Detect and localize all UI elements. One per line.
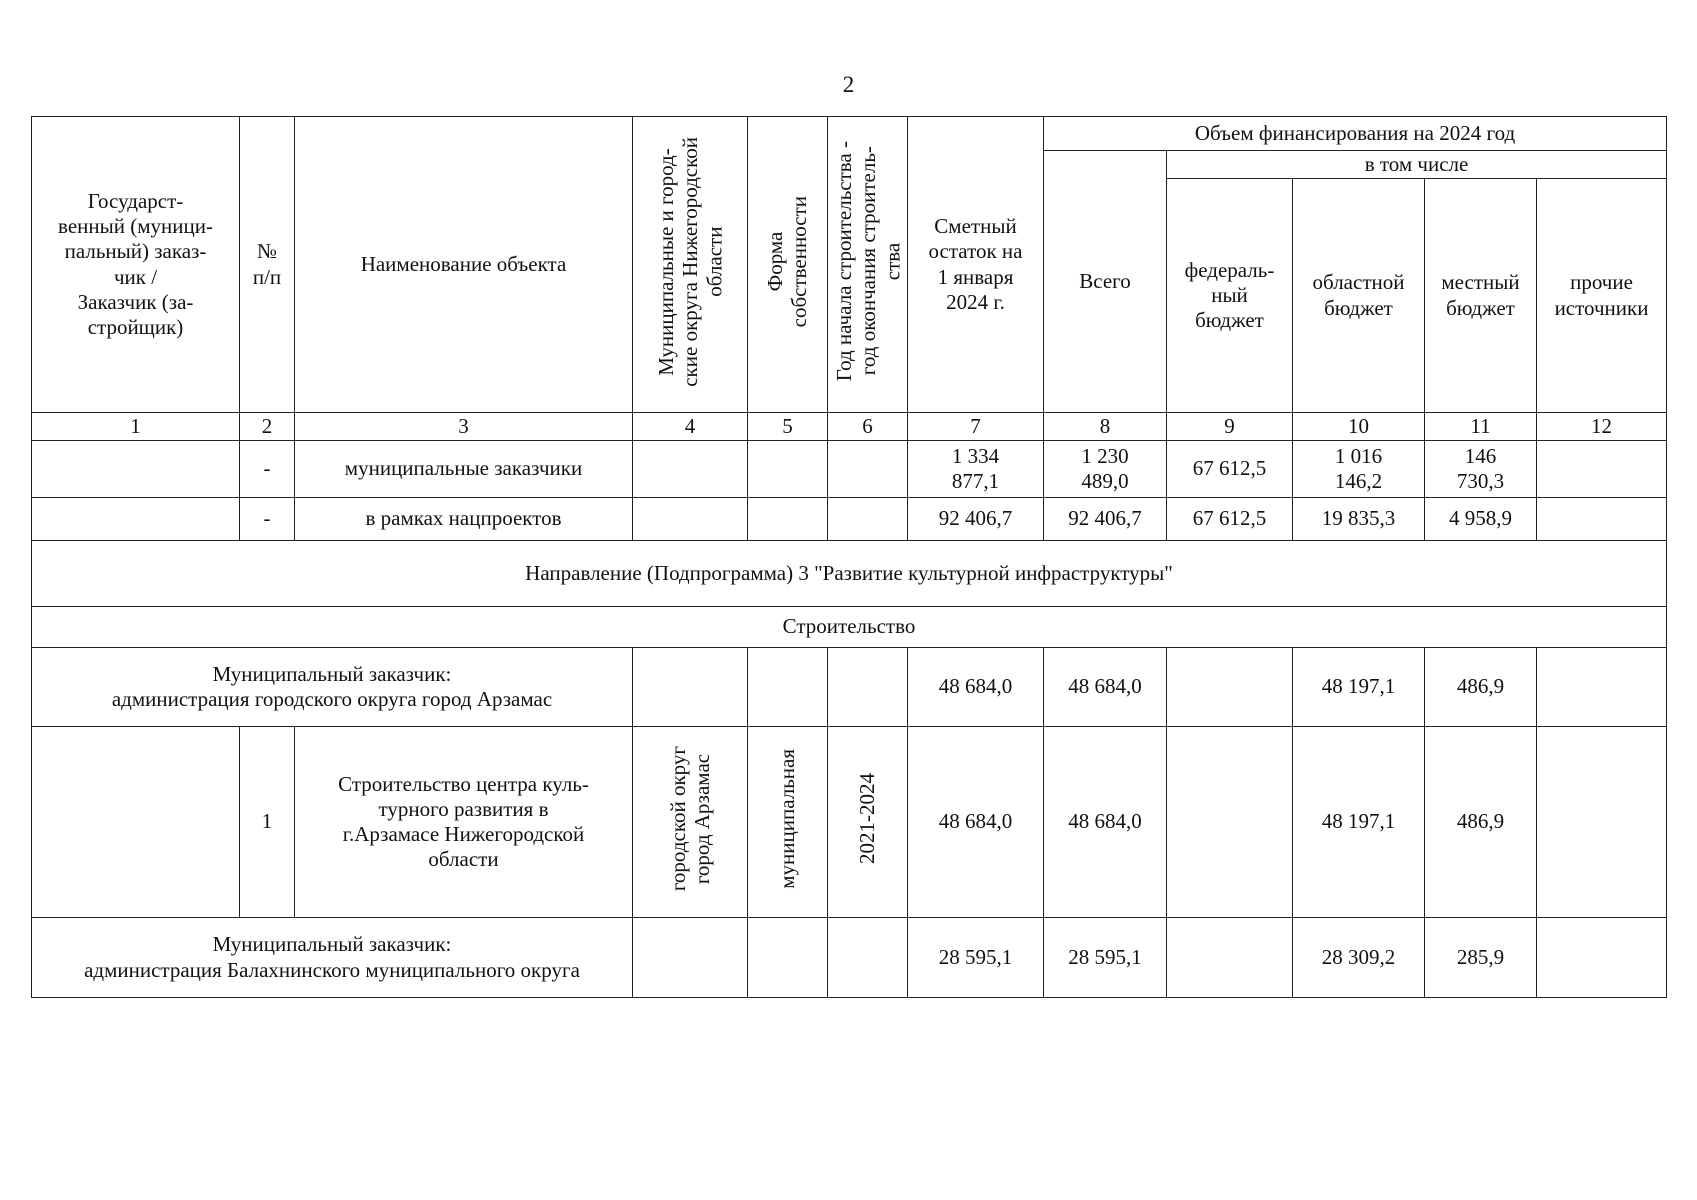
object-total: 48 684,0 <box>1044 727 1167 918</box>
customer-total: 28 595,1 <box>1044 918 1167 998</box>
column-number: 9 <box>1167 413 1293 441</box>
object-federal <box>1167 727 1293 918</box>
customer-total: 48 684,0 <box>1044 648 1167 727</box>
header-regional: областной бюджет <box>1293 179 1425 413</box>
customer-regional: 48 197,1 <box>1293 648 1425 727</box>
column-number: 10 <box>1293 413 1425 441</box>
summary-other <box>1537 498 1667 541</box>
summary-ownership-cell <box>748 498 828 541</box>
customer-regional: 28 309,2 <box>1293 918 1425 998</box>
header-including: в том числе <box>1167 151 1667 179</box>
object-row-1 <box>32 727 1667 918</box>
page-number: 2 <box>842 72 855 97</box>
object-customer-cell <box>32 727 240 918</box>
header-ownership: Форма собственности <box>748 117 828 413</box>
customer-federal <box>1167 918 1293 998</box>
customer-other <box>1537 648 1667 727</box>
object-name: Строительство центра куль- турного развития в г.Арзамасе Нижегородской области <box>295 727 633 918</box>
object-years: 2021-2024 <box>855 773 880 865</box>
header-local: местный бюджет <box>1425 179 1537 413</box>
header-object-name: Наименование объекта <box>295 117 633 413</box>
object-ownership: муниципальная <box>775 749 800 889</box>
column-number: 6 <box>828 413 908 441</box>
financing-table <box>31 116 1667 998</box>
customer-estimate: 48 684,0 <box>908 648 1044 727</box>
header-estimate: Сметный остаток на 1 января 2024 г. <box>908 117 1044 413</box>
customer-municipality-cell <box>633 648 748 727</box>
summary-num: - <box>240 441 295 498</box>
summary-estimate: 92 406,7 <box>908 498 1044 541</box>
customer-label: Муниципальный заказчик: администрация Балахнинского муниципального округа <box>32 918 633 998</box>
header-other: прочие источники <box>1537 179 1667 413</box>
customer-municipality-cell <box>633 918 748 998</box>
customer-local: 486,9 <box>1425 648 1537 727</box>
object-num: 1 <box>240 727 295 918</box>
section-title: Направление (Подпрограмма) 3 "Развитие культурной инфраструктуры" <box>32 541 1667 607</box>
summary-customer-cell <box>32 441 240 498</box>
column-number: 11 <box>1425 413 1537 441</box>
column-number: 5 <box>748 413 828 441</box>
customer-years-cell <box>828 918 908 998</box>
object-years-cell <box>828 727 908 918</box>
summary-estimate: 1 334 877,1 <box>908 441 1044 498</box>
header-customer: Государст- венный (муници- пальный) заказ- чик / Заказчик (за- стройщик) <box>32 117 240 413</box>
summary-municipality-cell <box>633 441 748 498</box>
header-row-1 <box>32 117 1667 151</box>
subsection-row <box>32 607 1667 648</box>
header-funding-2024: Объем финансирования на 2024 год <box>1044 117 1667 151</box>
column-number: 7 <box>908 413 1044 441</box>
summary-local: 4 958,9 <box>1425 498 1537 541</box>
customer-other <box>1537 918 1667 998</box>
object-ownership-cell <box>748 727 828 918</box>
customer-estimate: 28 595,1 <box>908 918 1044 998</box>
section-row <box>32 541 1667 607</box>
column-number: 2 <box>240 413 295 441</box>
column-number: 12 <box>1537 413 1667 441</box>
summary-total: 92 406,7 <box>1044 498 1167 541</box>
summary-ownership-cell <box>748 441 828 498</box>
column-number: 4 <box>633 413 748 441</box>
object-local: 486,9 <box>1425 727 1537 918</box>
summary-years-cell <box>828 441 908 498</box>
customer-ownership-cell <box>748 648 828 727</box>
column-number-row <box>32 413 1667 441</box>
summary-municipality-cell <box>633 498 748 541</box>
object-estimate: 48 684,0 <box>908 727 1044 918</box>
customer-federal <box>1167 648 1293 727</box>
object-other <box>1537 727 1667 918</box>
summary-customer-cell <box>32 498 240 541</box>
column-number: 8 <box>1044 413 1167 441</box>
summary-name: муниципальные заказчики <box>295 441 633 498</box>
object-municipality: городской округ город Арзамас <box>665 746 714 892</box>
summary-row-municipal-customers <box>32 441 1667 498</box>
customer-label: Муниципальный заказчик: администрация городского округа город Арзамас <box>32 648 633 727</box>
header-years: Год начала строительства - год окончания строитель- ства <box>828 117 908 413</box>
column-number: 3 <box>295 413 633 441</box>
subsection-title: Строительство <box>32 607 1667 648</box>
summary-local: 146 730,3 <box>1425 441 1537 498</box>
header-federal: федераль- ный бюджет <box>1167 179 1293 413</box>
summary-federal: 67 612,5 <box>1167 498 1293 541</box>
summary-years-cell <box>828 498 908 541</box>
summary-row-national-projects <box>32 498 1667 541</box>
header-municipality: Муниципальные и город- ские округа Нижегородской области <box>633 117 748 413</box>
customer-row-balakhna <box>32 918 1667 998</box>
header-total: Всего <box>1044 151 1167 413</box>
summary-num: - <box>240 498 295 541</box>
summary-total: 1 230 489,0 <box>1044 441 1167 498</box>
customer-local: 285,9 <box>1425 918 1537 998</box>
object-regional: 48 197,1 <box>1293 727 1425 918</box>
summary-name: в рамках нацпроектов <box>295 498 633 541</box>
summary-other <box>1537 441 1667 498</box>
column-number: 1 <box>32 413 240 441</box>
summary-regional: 1 016 146,2 <box>1293 441 1425 498</box>
customer-ownership-cell <box>748 918 828 998</box>
customer-years-cell <box>828 648 908 727</box>
customer-row-arzamas <box>32 648 1667 727</box>
summary-regional: 19 835,3 <box>1293 498 1425 541</box>
object-municipality-cell <box>633 727 748 918</box>
summary-federal: 67 612,5 <box>1167 441 1293 498</box>
header-num: № п/п <box>240 117 295 413</box>
